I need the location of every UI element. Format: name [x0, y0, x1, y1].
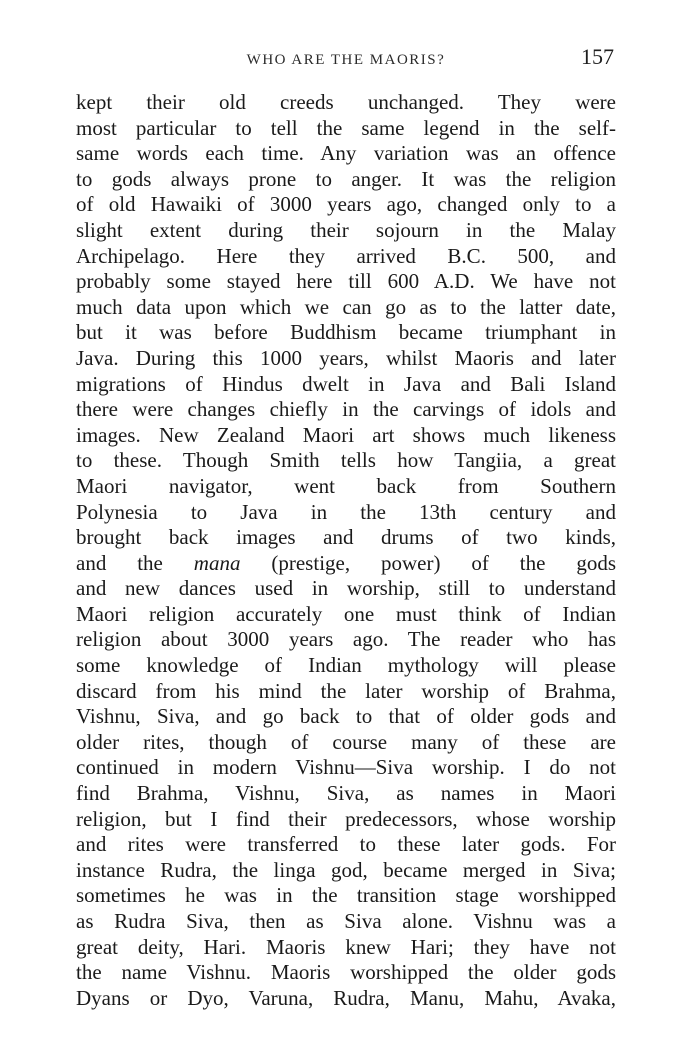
text-line: of old Hawaiki of 3000 years ago, changed only to a	[76, 192, 616, 217]
running-title: WHO ARE THE MAORIS?	[246, 52, 446, 68]
text-line: older rites, though of course many of these are	[76, 729, 616, 754]
text-line: and new dances used in worship, still to understand	[76, 576, 616, 601]
text-line: to gods always prone to anger. It was the religion	[76, 166, 616, 191]
body-text	[76, 90, 616, 1011]
text-line: most particular to tell the same legend in the self-	[76, 115, 616, 140]
page-number: 157	[581, 44, 614, 69]
text-line: to these. Though Smith tells how Tangiia, a great	[76, 448, 616, 473]
text-line: sometimes he was in the transition stage worshipped	[76, 883, 616, 908]
text-line: discard from his mind the later worship of Brahma,	[76, 678, 616, 703]
text-line: Vishnu, Siva, and go back to that of older gods and	[76, 704, 616, 729]
text-line: Java. During this 1000 years, whilst Maoris and later	[76, 345, 616, 370]
text-line: and rites were transferred to these later gods. For	[76, 832, 616, 857]
text-line: instance Rudra, the linga god, became merged in Siva;	[76, 857, 616, 882]
text-line: Maori navigator, went back from Southern	[76, 473, 616, 498]
text-line: religion about 3000 years ago. The reader who has	[76, 627, 616, 652]
text-line: Maori religion accurately one must think of Indian	[76, 601, 616, 626]
text-line: religion, but I find their predecessors, whose worship	[76, 806, 616, 831]
text-line: as Rudra Siva, then as Siva alone. Vishnu was a	[76, 909, 616, 933]
text-line: Polynesia to Java in the 13th century and	[76, 499, 616, 524]
text-fragment: and the	[76, 550, 163, 575]
text-line: kept their old creeds unchanged. They were	[76, 90, 616, 114]
text-line: continued in modern Vishnu—Siva worship. I do not	[76, 755, 616, 780]
text-line: the name Vishnu. Maoris worshipped the older gods	[76, 960, 616, 985]
text-line: some knowledge of Indian mythology will please	[76, 653, 616, 678]
text-line: Dyans or Dyo, Varuna, Rudra, Manu, Mahu, Avaka,	[76, 985, 616, 1010]
text-line: much data upon which we can go as to the latter date,	[76, 294, 616, 319]
text-line: but it was before Buddhism became triumphant in	[76, 320, 616, 345]
text-line: probably some stayed here till 600 A.D. We have not	[76, 269, 616, 294]
text-line: same words each time. Any variation was an offence	[76, 141, 616, 166]
running-header	[76, 44, 616, 74]
text-line: Archipelago. Here they arrived B.C. 500, and	[76, 243, 616, 268]
text-line: slight extent during their sojourn in the Malay	[76, 217, 616, 242]
text-line: great deity, Hari. Maoris knew Hari; they have not	[76, 934, 616, 959]
text-line: find Brahma, Vishnu, Siva, as names in Maori	[76, 781, 616, 806]
text-line: migrations of Hindus dwelt in Java and Bali Island	[76, 371, 616, 396]
text-line: images. New Zealand Maori art shows much likeness	[76, 422, 616, 447]
text-line-with-italic	[76, 551, 616, 577]
text-fragment: (prestige, power) of the gods	[271, 550, 617, 575]
text-line: there were changes chiefly in the carvings of idols and	[76, 397, 616, 422]
text-line: brought back images and drums of two kinds,	[76, 525, 616, 550]
italic-term: mana	[193, 550, 241, 575]
